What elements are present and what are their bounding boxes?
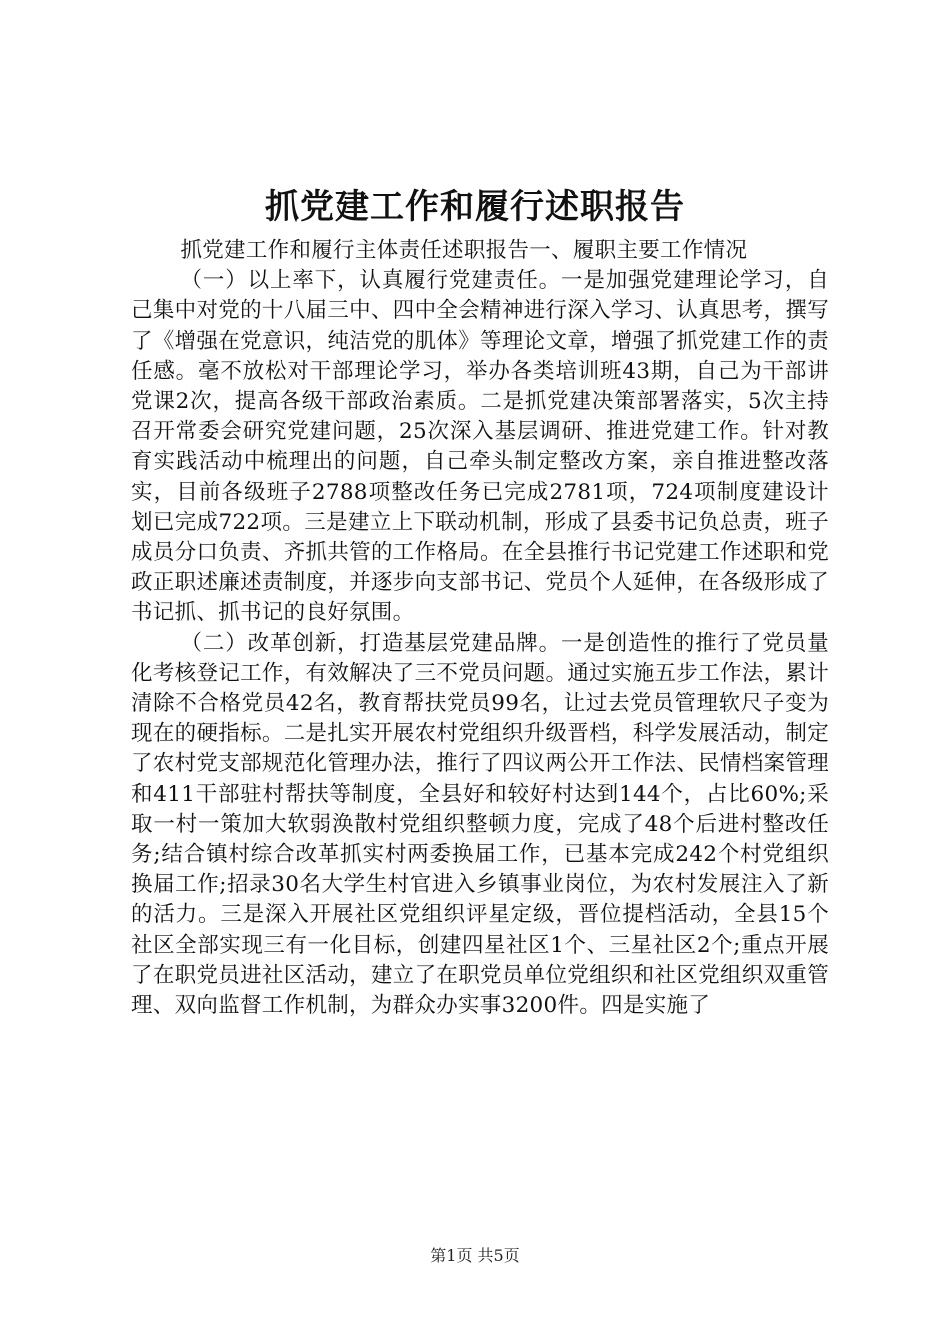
document-body <box>131 236 829 1021</box>
document-title: 抓党建工作和履行述职报告 <box>265 187 685 227</box>
paragraph-intro: 抓党建工作和履行主体责任述职报告一、履职主要工作情况 <box>180 238 748 263</box>
paragraph-section-1: （一）以上率下，认真履行党建责任。一是加强党建理论学习，自己集中对党的十八届三中、四中全会精神进行深入学习、认真思考，撰写了《增强在党意识，纯洁党的肌体》等理论文章，增强了抓党建工作的责任感。毫不放松对干部理论学习，举办各类培训班43期，自己为干部讲党课2次，提高各级干部政治素质。二是抓党建决策部署落实，5次主持召开常委会研究党建问题，25次深入基层调研、推进党建工作。针对教育实践活动中梳理出的问题，自己牵头制定整改方案，亲自推进整改落实，目前各级班子2788项整改任务已完成2781项，724项制度建设计划已完成722项。三是建立上下联动机制，形成了县委书记负总责，班子成员分口负责、齐抓共管的工作格局。在全县推行书记党建工作述职和党政正职述廉述责制度，并逐步向支部书记、党员个人延伸，在各级形成了书记抓、抓书记的良好氛围。 <box>131 268 829 626</box>
page-footer: 第1页 共5页 <box>430 1246 520 1265</box>
paragraph-section-2: （二）改革创新，打造基层党建品牌。一是创造性的推行了党员量化考核登记工作，有效解决了三不党员问题。通过实施五步工作法，累计清除不合格党员42名，教育帮扶党员99名，让过去党员管理软尺子变为现在的硬指标。二是扎实开展农村党组织升级晋档，科学发展活动，制定了农村党支部规范化管理办法，推行了四议两公开工作法、民情档案管理和411干部驻村帮扶等制度，全县好和较好村达到144个，占比60%;采取一村一策加大软弱涣散村党组织整顿力度，完成了48个后进村整改任务;结合镇村综合改革抓实村两委换届工作，已基本完成242个村党组织换届工作;招录30名大学生村官进入乡镇事业岗位，为农村发展注入了新的活力。三是深入开展社区党组织评星定级，晋位提档活动，全县15个社区全部实现三有一化目标，创建四星社区1个、三星社区2个;重点开展了在职党员进社区活动，建立了在职党员单位党组织和社区党组织双重管理、双向监督工作机制，为群众办实事3200件。四是实施了 <box>131 630 829 1019</box>
